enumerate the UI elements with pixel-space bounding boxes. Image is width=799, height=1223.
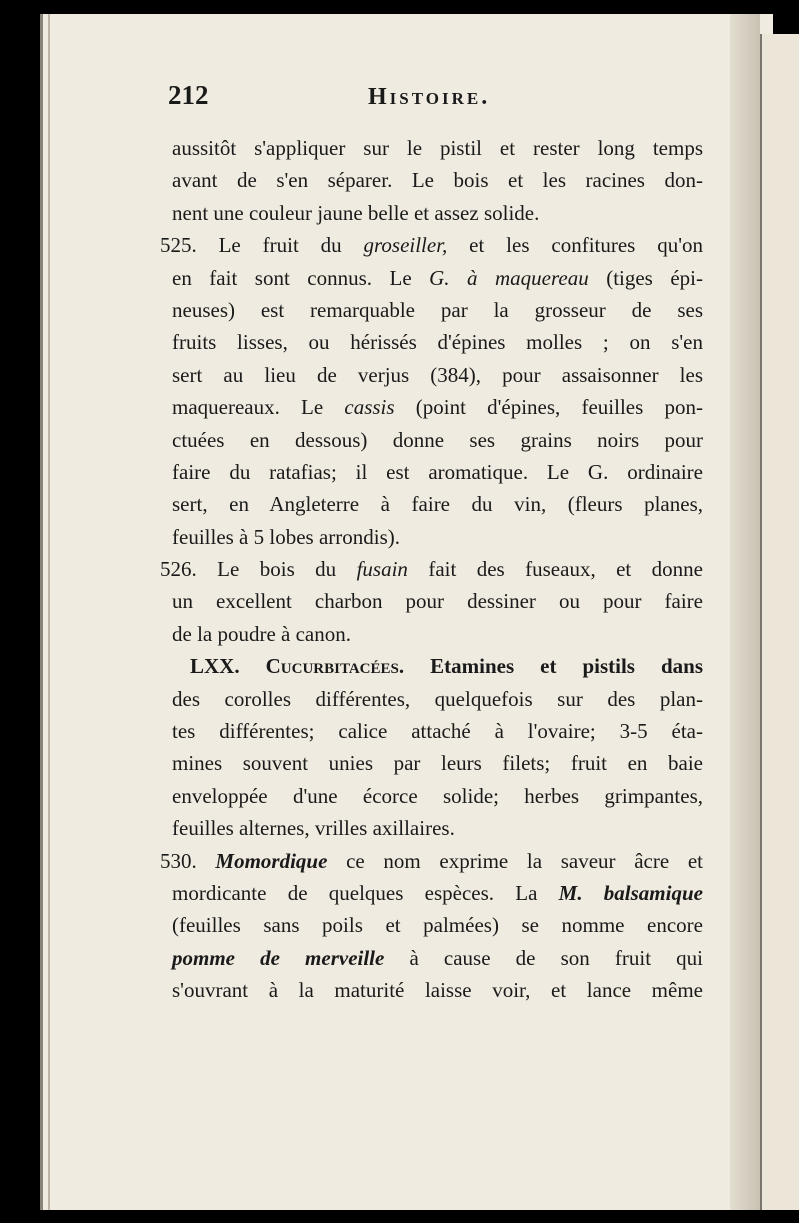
- text-line: [168, 747, 703, 779]
- italic-term: G. à maquereau: [429, 265, 589, 290]
- text-span: (feuilles sans poils et palmées) se nomme encore: [172, 913, 703, 938]
- text-span: ce nom exprime la saveur âcre et: [327, 848, 703, 873]
- text-line: [168, 326, 703, 358]
- text-line: [168, 618, 703, 650]
- text-line: [168, 521, 703, 553]
- text-span: (tiges épi-: [588, 265, 703, 290]
- text-span: en fait sont connus. Le: [172, 265, 430, 290]
- italic-term: M. balsamique: [558, 880, 703, 905]
- text-span: maquereaux. Le: [172, 395, 345, 420]
- text-line: [168, 488, 703, 520]
- text-span: neuses) est remarquable par la grosseur de ses: [172, 297, 703, 322]
- text-span: 526. Le bois du: [160, 557, 357, 582]
- body-text: [160, 132, 704, 1007]
- text-span: aussitôt s'appliquer sur le pistil et rester long temps: [172, 136, 703, 160]
- text-span: fruits lisses, ou hérissés d'épines molles ; on s'en: [172, 330, 703, 355]
- text-span: Etamines et pistils dans: [404, 654, 703, 679]
- text-span: enveloppée d'une écorce solide; herbes grimpantes,: [172, 783, 703, 808]
- text-span: ctuées en dessous) donne ses grains noirs pour: [172, 427, 703, 452]
- italic-term: groseiller,: [363, 233, 448, 258]
- text-line: [168, 359, 703, 391]
- text-line: [168, 391, 703, 423]
- text-span: sert, en Angleterre à faire du vin, (fleurs planes,: [172, 492, 703, 517]
- text-span: 530.: [160, 848, 216, 873]
- text-span: tes différentes; calice attaché à l'ovaire; 3-5 éta-: [172, 719, 703, 744]
- text-line: [168, 942, 703, 974]
- italic-term: fusain: [356, 557, 408, 582]
- running-head: Histoire.: [368, 84, 491, 110]
- text-span: à cause de son fruit qui: [384, 945, 703, 970]
- text-span: feuilles alternes, vrilles axillaires.: [172, 816, 455, 841]
- text-line: [168, 262, 703, 294]
- text-span: feuilles à 5 lobes arrondis).: [172, 524, 401, 549]
- text-span: un excellent charbon pour dessiner ou pour faire: [172, 589, 703, 614]
- text-line: [168, 715, 703, 747]
- page-fold-shadow: [730, 14, 760, 1210]
- text-line: [168, 683, 703, 715]
- text-span: des corolles différentes, quelquefois sur des plan-: [172, 686, 703, 711]
- text-line: [168, 909, 703, 941]
- text-span: nent une couleur jaune belle et assez solide.: [172, 200, 540, 225]
- text-line: [168, 780, 703, 812]
- italic-term: Momordique: [215, 848, 328, 873]
- text-line: [168, 812, 703, 844]
- text-line: [168, 164, 703, 196]
- text-span: LXX.: [190, 654, 266, 679]
- text-span: faire du ratafias; il est aromatique. Le G. ordinaire: [172, 459, 703, 484]
- text-line: [168, 974, 703, 1006]
- text-span: mordicante de quelques espèces. La: [172, 880, 559, 905]
- page-number: 212: [168, 80, 209, 110]
- text-span: mines souvent unies par leurs filets; fruit en baie: [172, 751, 703, 776]
- text-span: avant de s'en séparer. Le bois et les racines don-: [172, 168, 703, 193]
- text-span: (point d'épines, feuilles pon-: [394, 395, 703, 420]
- page-header: [168, 80, 688, 120]
- italic-term: cassis: [344, 395, 395, 420]
- text-span: de la poudre à canon.: [172, 621, 352, 646]
- next-page-edge: [760, 34, 799, 1210]
- text-line: [168, 132, 703, 164]
- text-line: [168, 294, 703, 326]
- italic-term: pomme de merveille: [172, 945, 385, 970]
- text-line: [168, 877, 703, 909]
- text-span: et les confitures qu'on: [447, 233, 703, 258]
- text-line: [160, 229, 703, 261]
- text-line: [160, 553, 703, 585]
- page-gutter-edge: [48, 14, 50, 1210]
- text-line: [168, 424, 703, 456]
- text-line: [168, 456, 703, 488]
- text-span: s'ouvrant à la maturité laisse voir, et lance même: [172, 978, 703, 1003]
- text-span: sert au lieu de verjus (384), pour assaisonner les: [172, 362, 703, 387]
- text-line: [160, 845, 703, 877]
- text-span: 525. Le fruit du: [160, 233, 364, 258]
- text-line: [168, 650, 703, 682]
- section-title: Cucurbitacées.: [265, 654, 405, 679]
- text-span: fait des fuseaux, et donne: [407, 557, 704, 582]
- text-line: [168, 585, 703, 617]
- text-line: [168, 197, 703, 229]
